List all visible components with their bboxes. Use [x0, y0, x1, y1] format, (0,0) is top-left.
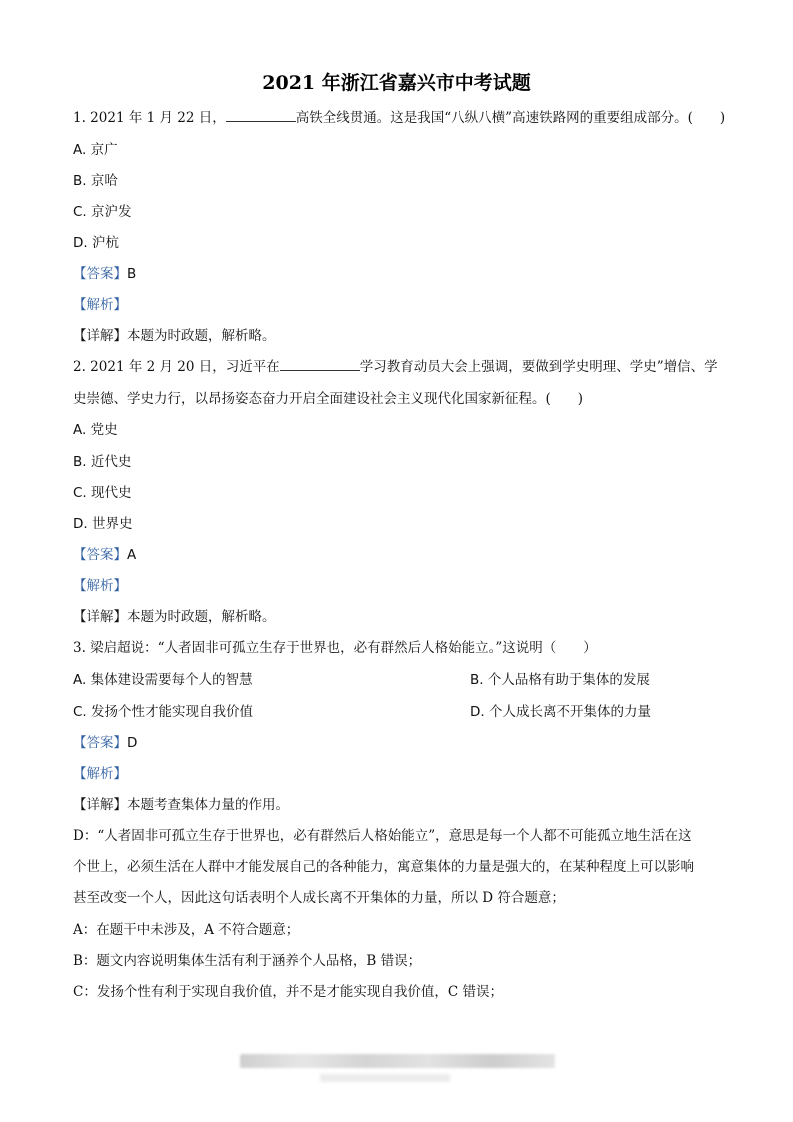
answer-blank	[226, 109, 296, 122]
blurred-footer-watermark	[240, 1054, 555, 1068]
question-2-stem-cont: 史崇德、学史力行，以昂扬姿态奋力开启全面建设社会主义现代化国家新征程。( )	[73, 391, 584, 407]
analysis-tag: 【解析】	[73, 578, 127, 594]
question-1-stem: 1. 2021 年 1 月 22 日， 高铁全线贯通。这是我国“八纵八横”高速铁路网的重要组成部分。( )	[73, 110, 726, 126]
option-a: A. 党史	[73, 422, 118, 438]
answer-value: B	[127, 266, 137, 282]
detail-text: 【详解】本题考查集体力量的作用。	[73, 797, 289, 813]
answer-tag: 【答案】	[73, 735, 127, 751]
answer-tag: 【答案】	[73, 266, 127, 282]
option-a: A. 京广	[73, 142, 118, 158]
answer-value: D	[127, 735, 138, 751]
question-3-stem: 3. 梁启超说：“人者固非可孤立生存于世界也，必有群然后人格始能立。”这说明（ ）	[73, 640, 597, 656]
blurred-footer-watermark	[320, 1074, 450, 1082]
explanation-line: D：“人者固非可孤立生存于世界也，必有群然后人格始能立”，意思是每一个人都不可能孤立地生活在这	[73, 828, 692, 844]
option-b: B. 个人品格有助于集体的发展	[470, 672, 650, 688]
detail-text: 【详解】本题为时政题，解析略。	[73, 609, 276, 625]
answer-value: A	[127, 547, 137, 563]
option-c: C. 发扬个性才能实现自我价值	[73, 704, 254, 720]
option-row-2	[73, 703, 733, 721]
option-a: A. 集体建设需要每个人的智慧	[73, 672, 253, 688]
answer-tag: 【答案】	[73, 547, 127, 563]
option-d: D. 个人成长离不开集体的力量	[470, 704, 651, 720]
answer-line	[73, 265, 733, 283]
answer-blank	[280, 358, 360, 371]
analysis-tag: 【解析】	[73, 297, 127, 313]
option-d: D. 沪杭	[73, 235, 119, 251]
page-title: 2021 年浙江省嘉兴市中考试题	[262, 72, 531, 94]
explanation-line: 个世上，必须生活在人群中才能发展自己的各种能力，寓意集体的力量是强大的，在某种程度上可以影响	[73, 859, 694, 875]
option-c: C. 京沪发	[73, 204, 132, 220]
explanation-line: 甚至改变一个人，因此这句话表明个人成长离不开集体的力量，所以 D 符合题意；	[73, 890, 565, 906]
answer-line	[73, 546, 733, 564]
explanation-line: B：题文内容说明集体生活有利于涵养个人品格，B 错误；	[73, 953, 422, 969]
option-row-1	[73, 671, 733, 689]
explanation-line: C：发扬个性有利于实现自我价值，并不是才能实现自我价值，C 错误；	[73, 984, 503, 1000]
option-b: B. 京哈	[73, 173, 118, 189]
detail-text: 【详解】本题为时政题，解析略。	[73, 328, 276, 344]
answer-line	[73, 734, 733, 752]
analysis-tag: 【解析】	[73, 766, 127, 782]
option-b: B. 近代史	[73, 454, 132, 470]
question-2-stem: 2. 2021 年 2 月 20 日，习近平在 学习教育动员大会上强调，要做到学史明理、学史”增信、学	[73, 359, 718, 375]
option-d: D. 世界史	[73, 516, 133, 532]
option-c: C. 现代史	[73, 485, 132, 501]
explanation-line: A：在题干中未涉及，A 不符合题意；	[73, 922, 300, 938]
